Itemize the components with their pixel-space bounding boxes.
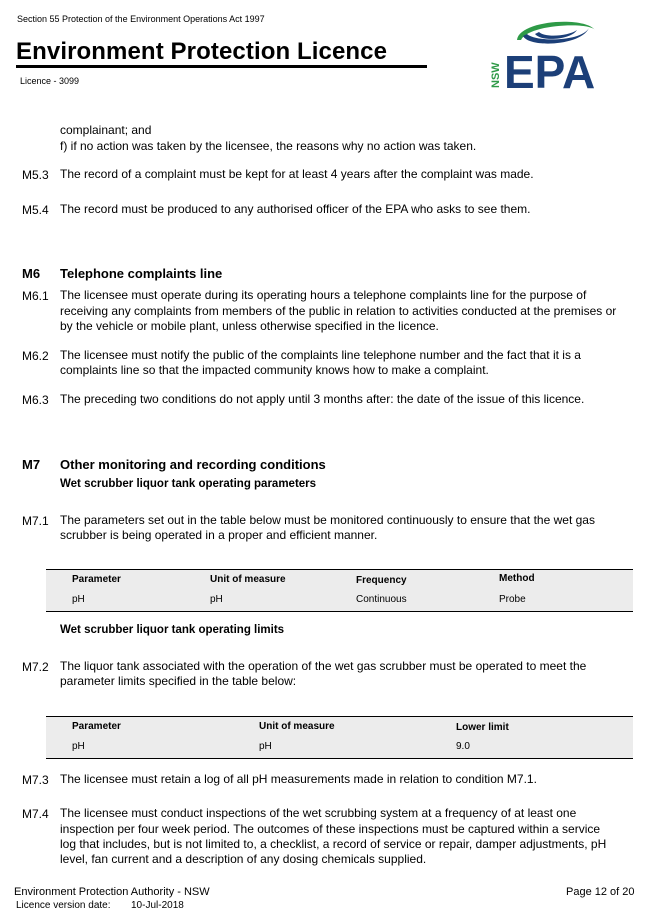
condition-text-m7-1-line-2: scrubber is being operated in a proper and efficient manner. xyxy=(60,528,378,542)
column-header-unit: Unit of measure xyxy=(210,574,286,585)
condition-text-m7-1-line-1: The parameters set out in the table below must be monitored continuously to ensure that the wet gas xyxy=(60,513,595,527)
table-header-row xyxy=(46,716,633,739)
licence-number: Licence - 3099 xyxy=(20,76,80,86)
condition-text-m5-3: The record of a complaint must be kept for at least 4 years after the complaint was made. xyxy=(60,167,534,181)
footer-version-label: Licence version date: xyxy=(16,900,111,911)
condition-text-m7-4-line-1: The licensee must conduct inspections of the wet scrubbing system at a frequency of at least one xyxy=(60,806,577,820)
subheading-operating-parameters: Wet scrubber liquor tank operating parameters xyxy=(60,478,317,490)
condition-text-m6-1-line-3: by the vehicle or mobile plant, unless otherwise specified in the licence. xyxy=(60,319,439,333)
logo-epa-text: EPA xyxy=(504,46,596,94)
section-title-m6: Telephone complaints line xyxy=(60,266,223,281)
table-row xyxy=(46,738,633,759)
m5-2-continuation-line: complainant; and xyxy=(60,123,152,137)
condition-number-m7-2: M7.2 xyxy=(22,660,49,674)
subheading-operating-limits: Wet scrubber liquor tank operating limits xyxy=(60,624,285,636)
condition-text-m7-3: The licensee must retain a log of all pH measurements made in relation to condition M7.1. xyxy=(60,772,537,786)
table-cell-method: Probe xyxy=(499,594,526,605)
title-rule xyxy=(16,65,427,68)
footer-version-date: 10-Jul-2018 xyxy=(131,900,184,911)
condition-number-m5-4: M5.4 xyxy=(22,203,49,217)
column-header-method: Method xyxy=(499,573,535,584)
table-cell-parameter: pH xyxy=(72,741,85,752)
column-header-frequency: Frequency xyxy=(356,575,407,586)
condition-text-m7-4-line-2: inspection per four week period. The outcomes of these inspections must be captured within a service xyxy=(60,822,601,836)
table-cell-frequency: Continuous xyxy=(356,594,407,605)
table-cell-lower-limit: 9.0 xyxy=(456,741,470,752)
table-cell-unit: pH xyxy=(210,594,223,605)
condition-text-m6-1-line-2: receiving any complaints from members of the public in relation to activities conducted at the premises or xyxy=(60,304,617,318)
column-header-parameter: Parameter xyxy=(72,574,121,585)
column-header-lower-limit: Lower limit xyxy=(456,722,509,733)
page-title: Environment Protection Licence xyxy=(16,38,388,65)
condition-number-m6-3: M6.3 xyxy=(22,393,49,407)
condition-text-m5-4: The record must be produced to any authorised officer of the EPA who asks to see them. xyxy=(60,202,531,216)
condition-text-m7-4-line-4: level, fan current and a description of any dosing chemicals supplied. xyxy=(60,852,427,866)
condition-number-m6-1: M6.1 xyxy=(22,289,49,303)
section-number-m6: M6 xyxy=(22,266,41,281)
condition-text-m7-4-line-3: log that includes, but is not limited to, a checklist, a record of service or repair, damper adjustments, pH xyxy=(60,837,607,851)
condition-text-m6-3: The preceding two conditions do not apply until 3 months after: the date of the issue of this licence. xyxy=(60,392,585,406)
section-title-m7: Other monitoring and recording conditions xyxy=(60,457,326,472)
m5-2-item-f: f) if no action was taken by the licensee, the reasons why no action was taken. xyxy=(60,139,477,153)
table-cell-unit: pH xyxy=(259,741,272,752)
logo-navy-swoosh-inner xyxy=(535,30,577,39)
page-number: Page 12 of 20 xyxy=(566,886,635,898)
condition-text-m6-2-line-1: The licensee must notify the public of the complaints line telephone number and the fact that it is a xyxy=(60,348,581,362)
column-header-parameter: Parameter xyxy=(72,721,121,732)
condition-number-m5-3: M5.3 xyxy=(22,168,49,182)
table-row xyxy=(46,591,633,612)
condition-text-m6-2-line-2: complaints line so that the impacted community knows how to make a complaint. xyxy=(60,363,489,377)
condition-text-m6-1-line-1: The licensee must operate during its operating hours a telephone complaints line for the purpose of xyxy=(60,288,587,302)
table-header-row xyxy=(46,569,633,592)
condition-text-m7-2-line-1: The liquor tank associated with the operation of the wet gas scrubber must be operated to meet the xyxy=(60,659,587,673)
parameters-table xyxy=(46,569,633,613)
condition-number-m6-2: M6.2 xyxy=(22,349,49,363)
section-number-m7: M7 xyxy=(22,457,41,472)
column-header-unit: Unit of measure xyxy=(259,721,335,732)
condition-number-m7-1: M7.1 xyxy=(22,514,49,528)
condition-number-m7-4: M7.4 xyxy=(22,807,49,821)
table-cell-parameter: pH xyxy=(72,594,85,605)
condition-text-m7-2-line-2: parameter limits specified in the table below: xyxy=(60,674,297,688)
limits-table xyxy=(46,716,633,760)
condition-number-m7-3: M7.3 xyxy=(22,773,49,787)
nsw-epa-logo xyxy=(485,14,613,94)
footer-authority: Environment Protection Authority - NSW xyxy=(14,886,210,898)
logo-state-text: NSW xyxy=(490,62,502,88)
act-reference: Section 55 Protection of the Environment Operations Act 1997 xyxy=(17,14,265,24)
